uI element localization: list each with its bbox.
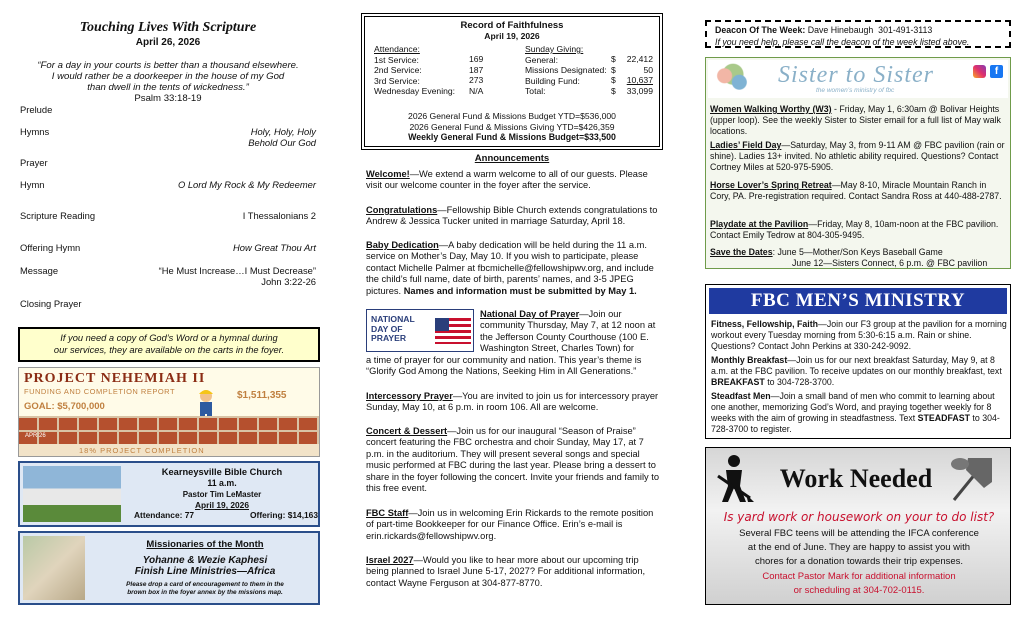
sister-to-sister-box (705, 57, 1011, 269)
work-needed-contact: Contact Pastor Mark for additional information or scheduling at 304-702-0115. (762, 571, 956, 596)
instagram-icon[interactable] (973, 65, 986, 78)
rake-icon (946, 454, 996, 502)
record-of-faithfulness: Record of Faithfulness April 19, 2026 Attendance: 1st Service: 2nd Service: 3rd Service: Wednesday Evening: 169 187 273 N/A Sunday Giving: General: Missions Designated: Building Fund: Total: $ $ $ $ 22,412 50 10,637 33,099 2026 General Fund & Missions Budget YTD=$536,000 2026 General Fund & Missions Giving YTD=$426,359 Weekly General Fund & Missions Budget=$33,500 (364, 16, 660, 147)
announcement-concert: Concert & Dessert—Join us for our inaugural “Season of Praise” concert featuring the FBC orchestra and choir Sunday, May 17, at 7 p.m. in the auditorium. They will present several songs and special music performed at FBC during the last year. Please bring a dessert to share in the foyer following the concert. Invite your friends and family to this free event. (366, 426, 660, 494)
work-needed-body: Several FBC teens will be attending the IFCA conference at the end of June. They are happy to assist you with chores for a donation towards their trip expenses. (739, 528, 979, 567)
record-date: April 19, 2026 (484, 31, 540, 41)
flowers-icon (712, 63, 754, 95)
attendance-values: 169 187 273 N/A (469, 54, 484, 96)
men-item-breakfast: Monthly Breakfast—Join us for our next breakfast Saturday, May 9, at 8 a.m. at the FBC pavilion. To receive updates on our monthly breakfast, text BREAKFAST to 304-728-3700. (711, 355, 1002, 387)
flag-icon (435, 318, 471, 344)
nehemiah-date-tag: APR 26 (25, 433, 46, 439)
sister-to-sister-subtitle: the women’s ministry of fbc (816, 87, 895, 94)
kb-date: April 19, 2026 (194, 500, 249, 510)
verse-reference: Psalm 33:18-19 (134, 93, 202, 104)
kb-attendance: Attendance: 77 (134, 510, 195, 520)
kb-offering: Offering: $14,163 (250, 510, 318, 520)
giving-list: Sunday Giving: General: Missions Designated: Building Fund: Total: (525, 44, 607, 96)
men-item-steadfast: Steadfast Men—Join a small band of men who commit to learning about one another, memorizing God’s Word, and praying together weekly for 8 weeks with the aim of growing in steadfastness. Text STEADFAST to 304-728-3700 to register. (711, 391, 1000, 434)
work-needed-box (705, 447, 1011, 605)
sts-item-w3: Women Walking Worthy (W3) - Friday, May 1, 6:30am @ Bolivar Heights (upper loop). See the weekly Sister to Sister email for a full list of May walk locations. (710, 104, 1001, 136)
announcement-intercessory-prayer: Intercessory Prayer—You are invited to join us for intercessory prayer Sunday, May 10, at 6 p.m. in room 106. All are welcome. (366, 391, 659, 413)
deacon-of-the-week: Deacon Of The Week: Dave Hinebaugh 301-491-3113 If you need help, please call the deacon of the week listed above. (705, 20, 1011, 48)
announcement-congratulations: Congratulations—Fellowship Bible Church extends congratulations to Andrew & Jessica Tucker united in marriage Saturday, April 18. (366, 205, 658, 227)
kearneysville-card (18, 461, 320, 527)
budget-summary: 2026 General Fund & Missions Budget YTD=$536,000 2026 General Fund & Missions Giving YTD=$426,359 Weekly General Fund & Missions Budget=$33,500 (408, 111, 616, 142)
page-title: Touching Lives With Scripture (79, 20, 257, 35)
nehemiah-raised: $1,511,355 (237, 390, 287, 401)
missionary-family-photo (23, 536, 85, 600)
work-needed-question: Is yard work or housework on your to do list? (723, 510, 995, 524)
missionary-note: Please drop a card of encouragement to them in the brown box in the foyer annex by the missions map. (126, 581, 284, 596)
nehemiah-title: PROJECT NEHEMIAH II (24, 371, 206, 386)
announcements-heading: Announcements (474, 153, 550, 164)
facebook-icon[interactable]: f (990, 65, 1003, 78)
work-needed-title: Work Needed (779, 464, 933, 493)
order-item-prelude: Prelude (20, 104, 53, 115)
announcement-fbc-staff: FBC Staff—Join us in welcoming Erin Rickards to the remote position of part-time Bookkeeper for our Finance Office. Erin’s e-mail is erin.rickards@fellowshipwv.org. (366, 508, 654, 541)
mens-ministry-title: FBC MEN’S MINISTRY (709, 288, 1007, 314)
nehemiah-goal: GOAL: $5,700,000 (24, 401, 105, 412)
sts-item-retreat: Horse Lover’s Spring Retreat—May 8-10, Miracle Mountain Ranch in Cory, PA. Pre-registration required. Contact Sandra Ross at 440-488-2787. (710, 180, 1002, 201)
announcement-baby-dedication: Baby Dedication—A baby dedication will be held during the 11 a.m. service on Mother’s Day, May 10. If you wish to participate, please contact Michelle Palmer at fbcmichelle@fellowshipwv.org, and include the child’s full name, date of birth, parents’ names, and 3-5 JPEG pictures. Names and information must be submitted by May 1. (366, 240, 654, 296)
record-title: Record of Faithfulness (460, 20, 564, 31)
nehemiah-subtitle: FUNDING AND COMPLETION REPORT (24, 387, 176, 396)
national-day-of-prayer-logo: NATIONAL DAY OF PRAYER (366, 309, 474, 352)
announcement-national-day-of-prayer: National Day of Prayer—Join our community Thursday, May 7, at 12 noon at the Jefferson County Courthouse (100 E. Washington Street, Charles Town) for (480, 309, 656, 354)
order-item-offering-hymn: Offering Hymn How Great Thou Art (20, 242, 316, 253)
order-item-hymns: Hymns Holy, Holy, Holy Behold Our God (20, 126, 316, 148)
giving-values: 22,412 50 10,637 33,099 (626, 54, 653, 96)
order-item-scripture: Scripture Reading I Thessalonians 2 (20, 210, 316, 221)
order-item-closing-prayer: Closing Prayer (20, 298, 82, 309)
nehemiah-completion: 18% PROJECT COMPLETION (19, 444, 320, 457)
missionary-org: Finish Line Ministries—Africa (134, 566, 276, 577)
mens-ministry-box (705, 284, 1011, 439)
order-item-hymn: Hymn O Lord My Rock & My Redeemer (20, 179, 316, 190)
sts-item-save-dates: Save the Dates: June 5—Mother/Son Keys Baseball Game June 12—Sisters Connect, 6 p.m. @ FBC pavilion (710, 247, 988, 268)
project-nehemiah-report (18, 367, 320, 457)
missionary-names: Yohanne & Wezie Kaphesi (142, 555, 268, 566)
announcement-welcome: Welcome!—We extend a warm welcome to all of our guests. Please visit our welcome counter in the foyer after the service. (366, 169, 648, 191)
order-of-service-column (14, 0, 322, 622)
ministries-column (703, 0, 1013, 622)
gods-word-notice: If you need a copy of God’s Word or a hymnal during our services, they are available on the carts in the foyer. (18, 327, 320, 362)
service-date: April 26, 2026 (135, 37, 201, 48)
sister-to-sister-title: Sister to Sister (778, 62, 935, 88)
kb-name: Kearneysville Bible Church (161, 467, 283, 477)
missionaries-heading: Missionaries of the Month (146, 539, 264, 550)
scripture-verse: “For a day in your courts is better than a thousand elsewhere. I would rather be a doorkeeper in the house of my God than dwell in the tents of wickedness.” (37, 60, 299, 93)
sts-item-field-day: Ladies’ Field Day—Saturday, May 3, from 9-11 AM @ FBC pavilion (rain or shine). Ladies 13+ invited. No athletic ability required. Questions? Contact Cortney Miles at 520-975-5905. (710, 140, 1005, 172)
announcements-column: Record of Faithfulness April 19, 2026 Attendance: 1st Service: 2nd Service: 3rd Service: Wednesday Evening: 169 187 273 N/A Sunday Giving: General: Missions Designated: Building Fund: Total: $ $ $ $ 22,412 50 10,637 33,099 2026 General Fund & Missions Budget YTD=$536,000 2026 General Fund & Missions Giving YTD=$426,359 Weekly General Fund & Missions Budget=$33,500 Announcements Welcome!—We extend a warm welcome to all of our guests. Please visit our welcome counter in the foyer after the service. Congratulations—Fellowship Bible Church extends congratulations to Andrew & Jessica Tucker united in marriage Saturday, April 18. Baby Dedication—A baby dedication will be held during the 11 a.m. service on Mother’s Day, May 10. If you wish to participate, please contact Michelle Palmer at fbcmichelle@fellowshipwv.org, and include the child’s full name, date of birth, parents’ names, and 3-5 JPEG pictures. Names and information must be submitted by May 1. NATIONAL DAY OF PRAYER National Day of Prayer—Join our community Thursday, May 7, at 12 noon at the Jefferson County Courthouse (100 E. Washington Street, Charles Town) for a time of prayer for our community and nation. This year’s theme is “Glorify God Among the Nations, Seeking Him in All Generations.” Intercessory Prayer—You are invited to join us for intercessory prayer Sunday, May 10, at 6 p.m. in room 106. All are welcome. Concert & Dessert—Join us for our inaugural “Season of Praise” concert featuring the FBC orchestra and choir Sunday, May 17, at 7 p.m. in the auditorium. They will present several songs and special music performed at FBC during the last year. Please bring a dessert to share in the foyer following the concert. Invite your friends and family to this free event. FBC Staff—Join us in welcoming Erin Rickards to the remote position of part-time Bookkeeper for our Finance Office. Erin’s e-mail is erin.rickards@fellowshipwv.org. Israel 2027—Would you like to hear more about our upcoming trip being planned to Israel June 5-17, 2027? For additional information, contact Wayne Ferguson at 304-877-8770. (362, 0, 662, 622)
order-item-prayer: Prayer (20, 157, 48, 168)
announcement-israel: Israel 2027—Would you like to hear more about our upcoming trip being planned to Israel June 5-17, 2027? For additional information, contact Wayne Ferguson at 304-877-8770. (366, 555, 646, 588)
men-item-fitness: Fitness, Fellowship, Faith—Join our F3 group at the pavilion for a morning workout every Tuesday morning from 5:30-6:15 a.m. Rain or shine. Questions? Contact John Perkins at 330-242-9092. (711, 319, 1007, 351)
sts-item-playdate: Playdate at the Pavilion—Friday, May 8, 10am-noon at the FBC pavilion. Contact Emily Tedrow at 804-305-9495. (710, 219, 999, 240)
church-building-photo (23, 466, 121, 522)
kb-time: 11 a.m. (207, 478, 237, 488)
sister-to-sister-banner (708, 60, 1008, 98)
order-item-message: Message “He Must Increase…I Must Decrease” John 3:22-26 (20, 265, 316, 287)
kb-pastor: Pastor Tim LeMaster (182, 490, 262, 499)
attendance-list: Attendance: 1st Service: 2nd Service: 3rd Service: Wednesday Evening: (374, 44, 456, 96)
missionaries-card (18, 531, 320, 605)
digging-person-icon (712, 454, 756, 504)
